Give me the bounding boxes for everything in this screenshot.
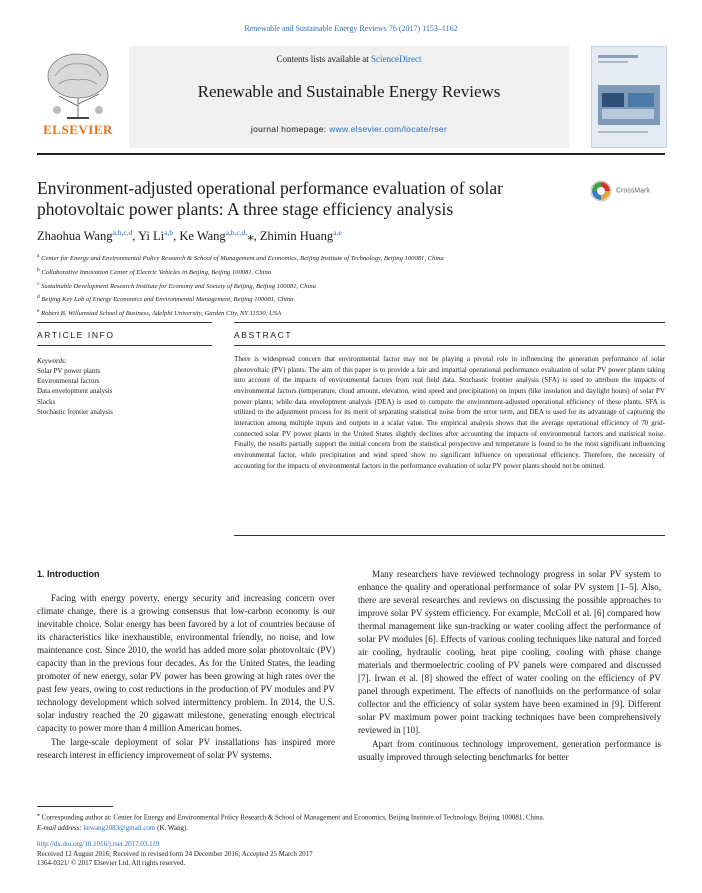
- footnote-text: Corresponding author at: Center for Energy and Environmental Policy Research & School of Management and Economics, Beijing Institute of Technology, Beijing 100081, China.: [41, 813, 545, 822]
- footnote-divider: [37, 806, 113, 807]
- author-affil-sup[interactable]: a,b,c,d,: [225, 228, 248, 237]
- sciencedirect-link[interactable]: ScienceDirect: [371, 54, 422, 64]
- corresponding-author-footnote: [37, 810, 665, 833]
- journal-reference[interactable]: Renewable and Sustainable Energy Reviews 76 (2017) 1153–1162: [244, 24, 458, 33]
- author-separator: ,: [173, 229, 180, 244]
- received-dates: Received 12 August 2016; Received in revised form 24 December 2016; Accepted 25 March 2017: [37, 849, 313, 858]
- abstract-rule-end: [234, 535, 665, 536]
- crossmark-badge[interactable]: [590, 180, 670, 202]
- title-line-1: Environment-adjusted operational performance evaluation of solar: [37, 178, 504, 198]
- email-line: [37, 823, 665, 834]
- keyword: Slacks: [37, 397, 56, 406]
- abstract-rule-bottom: [234, 345, 665, 346]
- abstract-body: There is widespread concern that environmental factor may not be playing a pivotal role in influencing the generation performance of solar photovoltaic (PV) plants. The aim of this paper is to provide a fair and impartial operational performance evaluation of solar PV power plants taking into account of the impacts of environmental factors from real field data. Stochastic frontier analysis (SFA) is used to attribute the impacts of environmental factors (temperature, cloud amount, elevation, wind speed and precipitation) on inputs (like insolation and daylight hours) of solar PV power plants; while data envelopment analysis (DEA) is used to compute the environment-adjusted operational efficiency of these plants. SFA is utilized in the adjustment process for its merit of separating statistical noise from the error term, and DEA is used for its advantage of capturing the interaction among multiple inputs and outputs in a scalar value. The empirical analysis shows that the average operational efficiency of 70 grid-connected solar PV power plants in the United States slightly declines after accounting the impacts of environmental factors and statistical noise. Finally, the results partially support the initial concern from the statistical perspective and temperature is found to be the most significant influencing environmental factor, while precipitation and wind speed show no significant influence on operational efficiency. Therefore, the necessity of accounting for the impacts of environmental factors in the performance evaluation of solar PV power plants should not be omitted.: [234, 355, 665, 470]
- paragraph: Many researchers have reviewed technology progress in solar PV system to enhance the quality and operational performance of solar PV system [1–5]. Also, there are several researches and reviews on discussing the possible approaches to improve solar PV system efficiency. For example, McColl et al. [6] compared how thermal management like sun-tracking or water cooling affect the performance of solar PV modules [6]. Effects of various cooling techniques like natural and forced air cooling, hydraulic cooling, heat pipe cooling, cooling with phase change materials and thermoelectric cooling of PV panels were compared and discussed [7]. Irwan et al. [8] showed the effect of water cooling on the efficiency of PV panel through experiment. The effects of nanofluids on the performance of solar collector and the efficiency of solar system have been examined in [9]. Different solar PV maximum power point tracking techniques have been comprehensively reviewed in [10].: [358, 569, 661, 735]
- journal-cover-image: [591, 46, 667, 148]
- author-affil-sup[interactable]: a,b: [164, 228, 174, 237]
- author-name: Ke Wang: [179, 229, 226, 244]
- article-title: [37, 178, 557, 220]
- journal-homepage: [129, 124, 569, 134]
- author-name: Zhimin Huang: [259, 229, 334, 244]
- homepage-prefix: journal homepage:: [250, 124, 327, 134]
- author: [260, 229, 342, 243]
- author-affil-sup[interactable]: a,b,c,d: [112, 228, 133, 237]
- keyword: Environmental factors: [37, 377, 100, 386]
- affiliation: $^c$ Sustainable Development Research Institute for Economy and Society of Beijing, Beijing 100081, China: [37, 280, 316, 290]
- author-name: Yi Li: [138, 229, 165, 244]
- abstract-rule-top: [234, 322, 665, 323]
- elsevier-tree-icon: [37, 46, 119, 122]
- affiliation: $^b$ Collaborative Innovation Center of Electric Vehicles in Beijing, Beijing 100081, China: [37, 266, 272, 276]
- publisher-name: ELSEVIER: [43, 122, 113, 137]
- journal-header: [37, 46, 665, 150]
- elsevier-logo: [37, 46, 119, 146]
- doi-link[interactable]: http://dx.doi.org/10.1016/j.rser.2017.03.119: [37, 840, 160, 848]
- paragraph: The large-scale deployment of solar PV installations has inspired more research interest in efficiency improvement of solar PV systems.: [37, 737, 335, 760]
- article-info-rule-bottom: [37, 345, 212, 346]
- keyword: Solar PV power plants: [37, 367, 101, 375]
- affiliations: [37, 251, 657, 320]
- homepage-link[interactable]: www.elsevier.com/locate/rser: [329, 124, 448, 134]
- affiliation: $^e$ Robert B. Willumstad School of Business, Adelphi University, Garden City, NY 11530, USA: [37, 308, 282, 318]
- paragraph: Facing with energy poverty, energy security and increasing concern over climate change, there is a growing consensus that low-carbon economy is our inevitable choice. Solar energy has been favored by a lot of countries because of its characteristics like inexhaustible, environmental friendly, no noise, and low maintenance cost. Since 2010, the world has added more solar photovoltaic (PV) capacity than in the previous four decades. As for the United States, the leading promoter of new energy, solar PV power has been growing at high rates over the past few years, owing to cost reductions in the production of PV modules and PV technology development which solved intermittency problem. In 2014, the U.S. solar industry reached the 20 gigawatt milestone, generating enough electrical capacity to power more than 4 million American homes.: [37, 593, 335, 733]
- header-divider: [37, 153, 665, 155]
- crossmark-icon: [590, 180, 612, 202]
- author: [179, 229, 260, 243]
- journal-title: Renewable and Sustainable Energy Reviews: [197, 82, 501, 101]
- journal-banner: [129, 46, 569, 148]
- email-label: E-mail address:: [37, 823, 82, 832]
- affiliation: $^d$ Beijing Key Lab of Energy Economics and Environmental Management, Beijing 100081, China: [37, 294, 294, 304]
- author-separator: ,: [132, 229, 139, 244]
- keywords-list: [37, 366, 113, 417]
- keyword: Data envelopment analysis: [37, 387, 113, 396]
- author-affil-sup[interactable]: a,e: [333, 228, 342, 237]
- copyright: 1364-0321/ © 2017 Elsevier Ltd. All rights reserved.: [37, 859, 186, 868]
- author-list: [37, 228, 657, 244]
- article-info-rule-top: [37, 322, 212, 323]
- abstract-heading: ABSTRACT: [234, 330, 293, 340]
- footnote-mark: ⁎: [37, 812, 40, 818]
- email-suffix: (K. Wang).: [157, 823, 189, 832]
- section-heading-introduction: 1. Introduction: [37, 569, 100, 579]
- contents-prefix: Contents lists available at: [276, 54, 369, 64]
- keyword: Stochastic frontier analysis: [37, 407, 113, 416]
- email-link[interactable]: kewang2083@gmail.com: [83, 823, 156, 832]
- affiliation: $^a$ Center for Energy and Environmental Policy Research & School of Management and Economics, Beijing Institute of Technology, Beijing 100081, China: [37, 253, 444, 263]
- paragraph: Apart from continuous technology improvement, generation performance is usually improved through selecting benchmarks for better: [358, 739, 661, 762]
- contents-line: [129, 54, 569, 64]
- keywords-label: Keywords:: [37, 357, 68, 365]
- publication-info: [37, 840, 665, 869]
- body-column-right: [358, 568, 661, 764]
- title-line-2: photovoltaic power plants: A three stage efficiency analysis: [37, 199, 454, 219]
- cover-thumbnail-icon: [592, 47, 666, 147]
- crossmark-label: CrossMark: [616, 187, 650, 195]
- author: [138, 229, 179, 243]
- author: [37, 229, 138, 243]
- footnote-line: [37, 810, 665, 823]
- author-separator: ⁎,: [247, 229, 260, 244]
- article-info-heading: ARTICLE INFO: [37, 330, 115, 340]
- body-column-left: [37, 592, 335, 762]
- author-name: Zhaohua Wang: [37, 229, 113, 244]
